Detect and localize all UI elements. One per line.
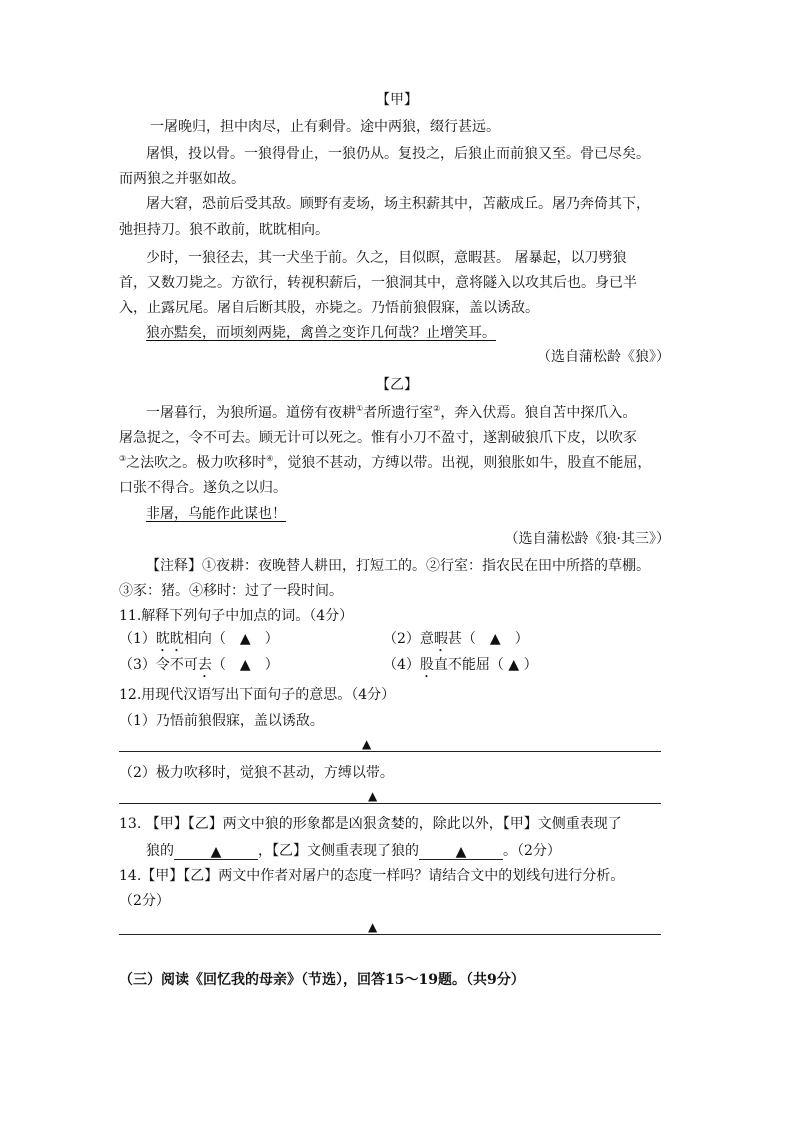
answer-triangle-marker: ▲ [368, 789, 378, 803]
section-3-heading: （三）阅读《回忆我的母亲》（节选），回答15～19题。（共9分） [119, 972, 525, 988]
passage-jia-source: （选自蒲松龄《狼》） [537, 349, 670, 365]
passage-jia-underlined-sentence: 狼亦黠矣，而顷刻两毙，禽兽之变诈几何哉？止增笑耳。 [146, 325, 496, 341]
passage-yi-l3: ③之法吹之。极力吹移时④，觉狼不甚动，方缚以带。出视，则狼胀如牛，股直不能屈， [119, 454, 652, 471]
question-13-blank-1[interactable]: ▲ [174, 843, 258, 860]
answer-line-12-1[interactable] [119, 751, 661, 752]
passage-jia-p2a: 屠惧，投以骨。一狼得骨止，一狼仍从。复投之，后狼止而前狼又至。骨已尽矣。 [146, 146, 650, 162]
question-11-item-1: （1）眈眈相向（ ▲ ） [119, 631, 279, 647]
question-11-item-3: （3）令不可去（ ▲ ） [119, 657, 279, 673]
question-12-sentence-1: （1）乃悟前狼假寐，盖以诱敌。 [119, 713, 324, 729]
passage-jia-p4b: 首，又数刀毙之。方欲行，转视积薪后，一狼洞其中，意将隧入以攻其后也。身已半 [119, 275, 637, 291]
passage-jia-p1: 一屠晚归，担中肉尽，止有剩骨。途中两狼，缀行甚远。 [150, 119, 500, 135]
question-12-stem: 12.用现代汉语写出下面句子的意思。（4分） [119, 687, 396, 703]
question-14-line-2: （2分） [119, 893, 170, 909]
question-11-item-2: （2）意暇甚（ ▲ ） [383, 631, 529, 647]
answer-triangle-marker: ▲ [368, 920, 378, 934]
passage-yi-source: （选自蒲松龄《狼·其三》） [504, 531, 670, 547]
answer-line-14[interactable] [119, 934, 661, 935]
question-12-sentence-2: （2）极力吹移时，觉狼不甚动，方缚以带。 [119, 765, 394, 781]
question-13-line-1: 13. 【甲】【乙】两文中狼的形象都是凶狠贪婪的，除此以外，【甲】文侧重表现了 [119, 816, 622, 832]
question-11-stem: 11.解释下列句子中加点的词。（4分） [119, 608, 354, 624]
question-13-line-2: 狼的 ▲ ，【乙】文侧重表现了狼的 ▲ 。（2分） [146, 843, 561, 860]
annotation-line-1: 【注释】①夜耕：夜晚替人耕田，打短工的。②行室：指农民在田中所搭的草棚。 [146, 558, 650, 574]
passage-jia-p3a: 屠大窘，恐前后受其敌。顾野有麦场，场主积薪其中，苫蔽成丘。屠乃奔倚其下， [146, 196, 650, 212]
passage-yi-underlined-sentence: 非屠，乌能作此谋也！ [146, 506, 286, 522]
passage-yi-title: 【乙】 [376, 377, 418, 393]
question-11-item-4: （4）股直不能屈（ ▲ ） [383, 657, 538, 673]
question-14-line-1: 14.【甲】【乙】两文中作者对屠户的态度一样吗？请结合文中的划线句进行分析。 [119, 868, 625, 884]
answer-triangle-marker: ▲ [362, 737, 372, 751]
answer-line-12-2[interactable] [119, 803, 661, 804]
annotation-line-2: ③豕：猪。④移时：过了一段时间。 [119, 583, 343, 599]
passage-yi-l4: 口张不得合。遂负之以归。 [119, 480, 287, 496]
passage-jia-title: 【甲】 [376, 92, 418, 108]
passage-jia-p4a: 少时，一狼径去，其一犬坐于前。久之，目似瞑，意暇甚。 屠暴起，以刀劈狼 [146, 250, 627, 266]
passage-yi-l2: 屠急捉之，令不可去。顾无计可以死之。惟有小刀不盈寸，遂割破狼爪下皮，以吹豕 [119, 430, 637, 446]
passage-yi-l1: 一屠暮行，为狼所逼。道傍有夜耕①者所遗行室②，奔入伏焉。狼自苫中探爪入。 [146, 404, 637, 421]
passage-jia-p3b: 弛担持刀。狼不敢前，眈眈相向。 [119, 222, 329, 238]
passage-jia-p4c: 入，止露尻尾。屠自后断其股，亦毙之。乃悟前狼假寐，盖以诱敌。 [119, 300, 539, 316]
question-13-blank-2[interactable]: ▲ [419, 843, 503, 860]
passage-jia-p2b: 而两狼之并驱如故。 [119, 171, 245, 187]
